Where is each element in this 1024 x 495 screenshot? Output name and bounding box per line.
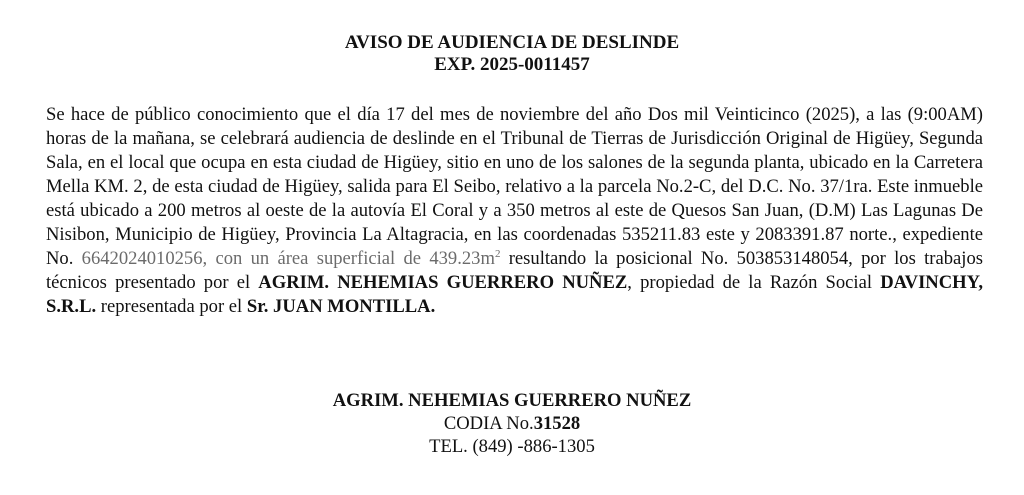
area-unit-superscript: 2	[494, 247, 501, 260]
representative-name: Sr. JUAN MONTILLA.	[246, 296, 436, 317]
body-text-part-1: Se hace de público conocimiento que el día 17 del mes de noviembre del año Dos mil Veinticinco (2025), a las (9:00AM) horas de la mañana, se celebrará audiencia de deslinde en el Tribunal de Tierras de Jurisdicción Original de Higüey, Segunda Sala, en el local que ocupa en esta ciudad de Higüey, sitio en uno de los salones de la segunda planta, ubicado en la Carretera Mella KM. 2, de esta ciudad de Higüey, salida para El Seibo, relativo a la parcela No.2-C, del D.C. No. 37/1ra. Este inmueble está ubicado a 200 metros al oeste de la autovía El Coral y a 350 metros al este de Quesos San Juan, (D.M) Las Lagunas De Nisibon, Municipio de Higüey, Provincia La Altagracia, en las coordenadas 535211.83 este y 2083391.87 norte., expediente No.	[46, 104, 983, 269]
notice-title: AVISO DE AUDIENCIA DE DESLINDE	[344, 32, 680, 53]
codia-label: CODIA No.	[443, 413, 534, 434]
body-text-area: 6642024010256, con un área superficial de 439.23m	[73, 248, 495, 269]
notice-body	[46, 103, 983, 319]
body-text-part-2: resultando la posicional No. 503853148054, por los trabajos técnicos presentado por el	[46, 248, 983, 293]
expediente-number: EXP. 2025-0011457	[434, 54, 590, 75]
surveyor-name: AGRIM. NEHEMIAS GUERRERO NUÑEZ	[258, 272, 628, 293]
body-text-part-4: representada por el	[96, 296, 247, 317]
body-text-part-3: , propiedad de la Razón Social	[627, 272, 881, 293]
signature-name: AGRIM. NEHEMIAS GUERRERO NUÑEZ	[332, 390, 692, 411]
signature-codia	[0, 413, 1024, 435]
codia-number: 31528	[533, 413, 581, 434]
company-name: DAVINCHY, S.R.L.	[46, 272, 983, 317]
signature-phone: TEL. (849) -886-1305	[429, 436, 595, 457]
